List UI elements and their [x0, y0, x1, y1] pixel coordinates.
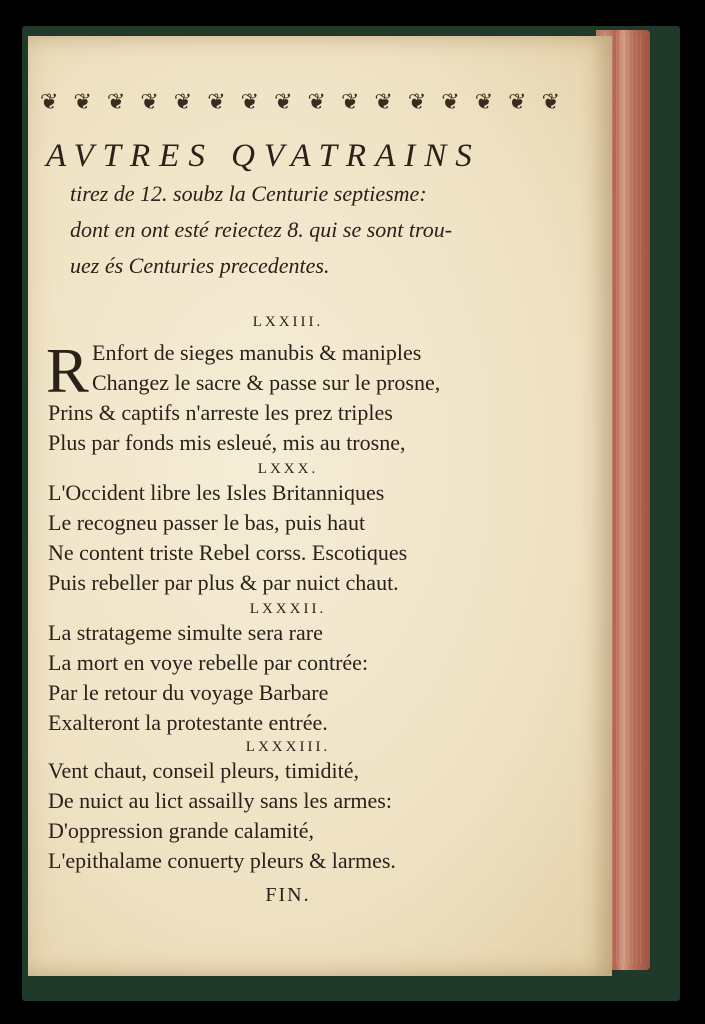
fleuron-icon: ❦ [340, 90, 360, 115]
verse-line: Changez le sacre & passe sur le prosne, [92, 370, 441, 395]
quatrain-number: LXXXIII. [245, 739, 331, 755]
verse-line: La stratageme simulte sera rare [48, 620, 323, 645]
fleuron-icon: ❦ [173, 90, 193, 115]
verse-line: Exalteront la protestante entrée. [48, 710, 328, 735]
fleuron-icon: ❦ [40, 90, 59, 115]
fleuron-icon: ❦ [140, 90, 159, 115]
verse-line: Enfort de sieges manubis & maniples [92, 340, 422, 365]
fleuron-icon: ❦ [374, 90, 393, 115]
verse-line: L'Occident libre les Isles Britanniques [48, 480, 385, 505]
fleuron-icon: ❦ [474, 90, 494, 115]
verse-line: Plus par fonds mis esleué, mis au trosne, [48, 430, 406, 455]
verse-line: Le recogneu passer le bas, puis haut [48, 510, 366, 535]
title-line: dont en ont esté reiectez 8. qui se sont trou- [70, 217, 453, 242]
verse-line: Par le retour du voyage Barbare [48, 680, 329, 705]
title-line: uez és Centuries precedentes. [70, 253, 330, 278]
fleuron-icon: ❦ [274, 90, 293, 115]
quatrain-number: LXXXII. [249, 601, 327, 617]
fleuron-icon: ❦ [106, 90, 126, 115]
ornament-band [40, 88, 560, 118]
quatrain-number: LXXIII. [252, 314, 324, 330]
drop-cap: R [46, 335, 89, 406]
fin-marker: FIN. [265, 884, 311, 906]
verse-line: D'oppression grande calamité, [48, 818, 315, 843]
verse-line: La mort en voye rebelle par contrée: [48, 650, 369, 675]
fleuron-icon: ❦ [73, 90, 92, 115]
verse-line: L'epithalame conuerty pleurs & larmes. [48, 848, 396, 873]
quatrain-number: LXXX. [257, 461, 319, 477]
verse-line: Puis rebeller par plus & par nuict chaut. [48, 570, 399, 595]
title-heading: AVTRES QVATRAINS [46, 138, 481, 174]
verse-line: De nuict au lict assailly sans les armes: [48, 788, 392, 813]
fleuron-icon: ❦ [441, 90, 460, 115]
fleuron-icon: ❦ [541, 90, 560, 115]
fleuron-icon: ❦ [240, 90, 260, 115]
verse-line: Vent chaut, conseil pleurs, timidité, [48, 758, 359, 783]
title-line: tirez de 12. soubz la Centurie septiesme: [70, 181, 427, 206]
fleuron-icon: ❦ [207, 90, 226, 115]
fleuron-icon: ❦ [508, 90, 527, 115]
fleuron-icon: ❦ [407, 90, 427, 115]
verse-line: Ne content triste Rebel corss. Escotiques [48, 540, 408, 565]
section-title [46, 136, 576, 284]
fleuron-icon: ❦ [307, 90, 326, 115]
book-page [28, 36, 612, 976]
verse-line: Prins & captifs n'arreste les prez triples [48, 400, 393, 425]
